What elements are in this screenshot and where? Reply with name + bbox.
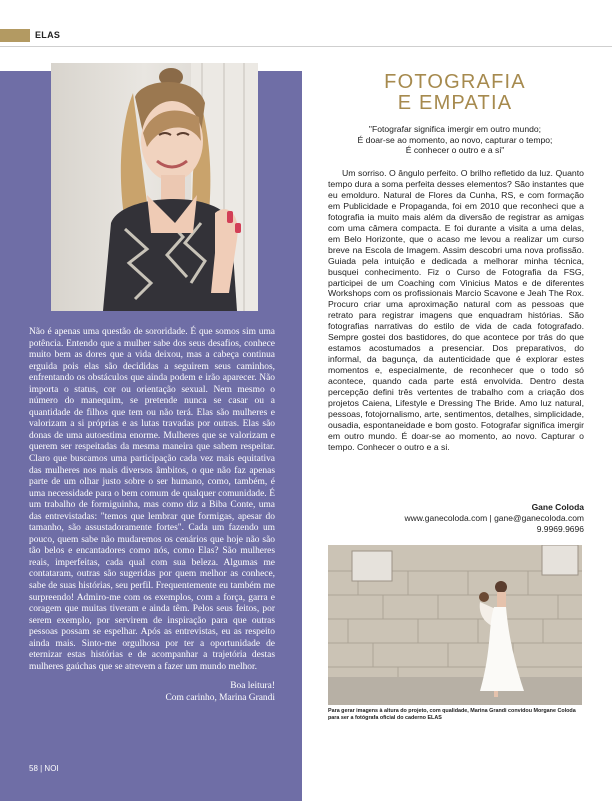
portrait-photo (51, 63, 258, 311)
portrait-illustration (51, 63, 258, 311)
article-title (320, 72, 590, 114)
title-line-2: E EMPATIA (397, 92, 513, 114)
quote-line-3: É conhecer o outro e a si" (405, 145, 505, 155)
signature-line: Com carinho, Marina Grandi (165, 692, 275, 703)
quote-line-2: É doar-se ao momento, ao novo, capturar o tempo; (357, 134, 553, 145)
photo-caption: Para gerar imagens à altura do projeto, com qualidade, Marina Grandi convidou Morgane Coloda para ser a fotógrafa oficial do caderno ELAS (328, 708, 576, 721)
section-label: ELAS (35, 30, 61, 40)
title-line-1: FOTOGRAFIA (384, 71, 526, 93)
article-text (328, 168, 584, 453)
article-body: Um sorriso. O ângulo perfeito. O brilho refletido da luz. Quanto tempo dura a soma perfeita desses elementos? São instantes que eu emolduro. Natural de Flores da Cunha, RS, e com formação em Publicidade e Propaganda, foi em 2010 que reconheci que a fotografia ia muito mais além da diversão de registrar as amigas com uma câmera compacta. E foi durante a visita a uma delas, em Belo Horizonte, que o acaso me levou a realizar um curso breve na Escola de Imagem. Assim descobri uma nova profissão. Guiada pela intuição e dedicada a melhorar minha técnica, busquei conhecimento. Fiz o Curso de Fotografia da FSG, participei de um Coaching com Vinicius Matos e de diferentes Workshops com os profissionais Marcio Scavone e Jeah The Rox. Procuro criar uma aproximação natural com as pessoas que retrato para registrar imagens que enquadram histórias. São fotografias narrativas do estilo de vida de cada fotografado. Sempre gostei dos bastidores, do que acontece por trás do que estamos acostumados a presenciar. Dos preparativos, do informal, da bagunça, da autenticidade que é explorar estes momentos e, especialmente, de reconhecer que o todo só acontece, quando cada parte está envolvida. Dentro desta percepção defini três vertentes de trabalho com a criação dos projetos Caiena, Lifestyle e Dressing The Bride. Amo luz natural, pessoas, fotojornalismo, arte, sentimentos, detalhes, simplicidade, ousadia, espontaneidade e bom gosto. Fotografar significa imergir em outro mundo. É doar-se ao momento, ao novo. Capturar o tempo. Conhecer o outro e a si. (328, 168, 584, 452)
couple-illustration (328, 545, 582, 705)
author-name: Gane Coloda (531, 502, 584, 512)
editorial-body: Não é apenas uma questão de sororidade. É que somos sim uma potência. Entendo que a mulher sabe dos seus desafios, conhece muito bem as dores que a vida deixou, mas a cabeça continua erguida pois elas são decididas a seguirem seus caminhos, enfrentando os obstáculos que ainda podem e irão aparecer. Não importa o status, cor ou orientação sexual. Nem mesmo o número do manequim, se pretende nunca se casar ou a quantidade de filhos que tem ou não terá. Elas são mulheres e valorizam a si próprias e as lutas travadas por outras. Elas são donas de uma autoestima enorme. Mulheres que se valorizam e querem ser respeitadas da mesma maneira que sabem respeitar. Claro que buscamos uma participação cada vez mais equitativa das mulheres nos mais diversos âmbitos, o que não faz apenas parte de um olhar justo sobre o ser humano, como, também, é uma necessidade para o bem comum de qualquer comunidade. É um trabalho de formiguinha, mas como diz a Biba Conte, uma das entrevistadas: "temos que lembrar que formigas, apesar do tamanho, são assustadoramente fortes". Cada um fazendo um pouco, quem sabe não mudaremos os cenários que hoje não são tão belos e encantadores como nós, como Elas? São mulheres reais, imperfeitas, cada qual com sua beleza. Algumas me contataram, outras são sugeridas por quem melhor as conhece, sabe de suas histórias, seu perfil. Frequentemente eu também me surpreendo! Admiro-me com os exemplos, com a força, garra e coragem que muitas tiveram e ainda têm. Pelos seus feitos, por serem exemplo, por servirem de inspiração para que outras pessoas possam se espelhar. Após as entrevistas, eu as respeito ainda mais. Sinto-me orgulhosa por ter a oportunidade de eternizar estas histórias e de acompanhar a trajetória destas mulheres gaúchas que se atrevem a fazer um mundo melhor. (29, 327, 275, 672)
quote-line-1: "Fotografar significa imergir em outro mundo; (368, 124, 542, 134)
section-color-bar (0, 29, 30, 42)
editorial-text (29, 327, 275, 705)
page-number: 58 | NOI (29, 764, 59, 773)
sign-off (29, 681, 275, 704)
author-phone: 9.9969.9696 (536, 524, 584, 534)
couple-photo (328, 545, 582, 705)
header-divider (0, 46, 612, 47)
pull-quote (322, 124, 588, 156)
closing-line: Boa leitura! (230, 681, 275, 692)
author-website-email: www.ganecoloda.com | gane@ganecoloda.com (404, 513, 584, 523)
